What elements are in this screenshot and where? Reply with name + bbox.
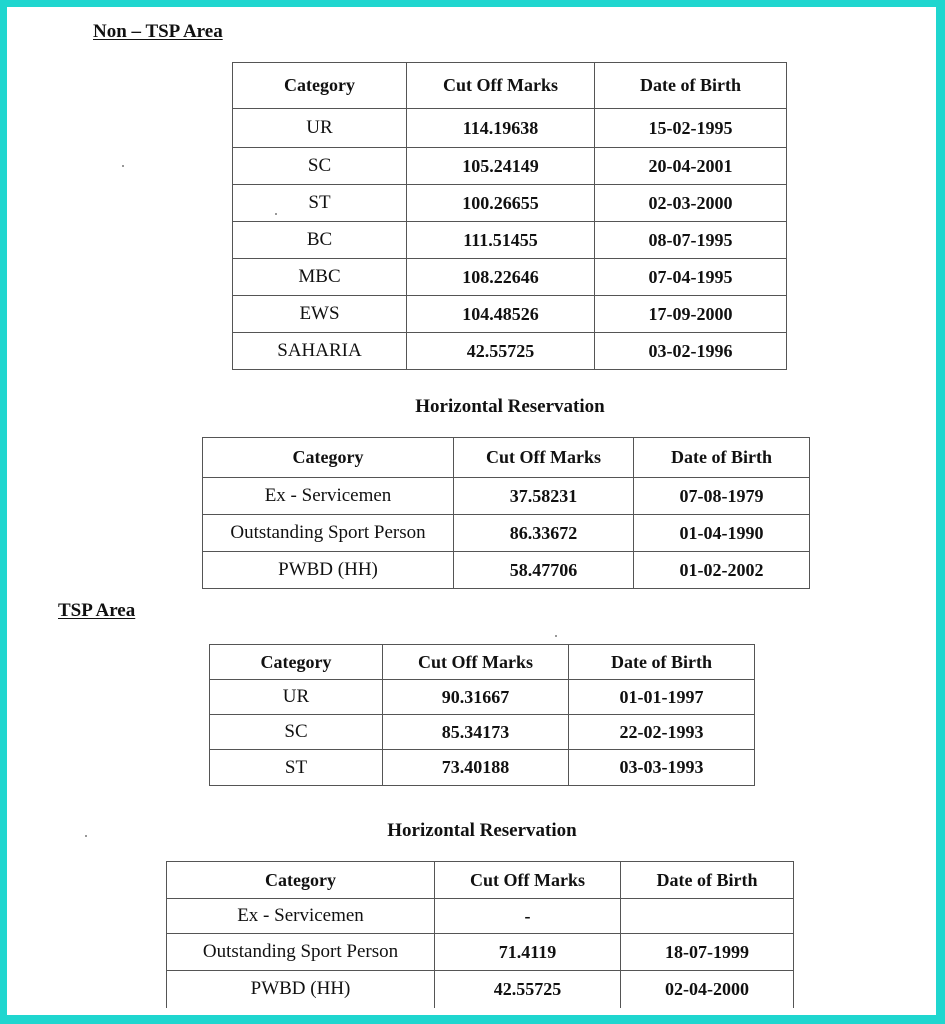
dob-cell: 15-02-1995: [595, 109, 787, 148]
table-row: [210, 680, 755, 715]
marks-cell: -: [435, 899, 621, 934]
header-category: Category: [203, 438, 454, 478]
marks-cell: 42.55725: [435, 971, 621, 1008]
marks-cell: 71.4119: [435, 934, 621, 971]
table-row: [233, 109, 787, 148]
category-cell: Ex - Servicemen: [167, 899, 435, 934]
table-row: [203, 552, 810, 589]
non-tsp-cutoff-table: [232, 62, 787, 370]
marks-cell: 104.48526: [407, 296, 595, 333]
table-row: [210, 750, 755, 786]
table-row: [167, 971, 794, 1008]
table-row: [167, 899, 794, 934]
table-row: [233, 185, 787, 222]
category-cell: SAHARIA: [233, 333, 407, 370]
dob-cell: 07-04-1995: [595, 259, 787, 296]
marks-cell: 86.33672: [454, 515, 634, 552]
table-row: [210, 715, 755, 750]
category-cell: UR: [233, 109, 407, 148]
table-row: [233, 148, 787, 185]
tsp-cutoff-table: [209, 644, 755, 786]
category-cell: BC: [233, 222, 407, 259]
dob-cell: 22-02-1993: [569, 715, 755, 750]
tsp-horizontal-reservation-table: [166, 861, 794, 1008]
dob-cell: 01-04-1990: [634, 515, 810, 552]
header-date-of-birth: Date of Birth: [634, 438, 810, 478]
category-cell: MBC: [233, 259, 407, 296]
dob-cell: [621, 899, 794, 934]
marks-cell: 58.47706: [454, 552, 634, 589]
non-tsp-area-heading: Non – TSP Area: [93, 21, 223, 42]
table-row: [167, 934, 794, 971]
dob-cell: 01-01-1997: [569, 680, 755, 715]
marks-cell: 108.22646: [407, 259, 595, 296]
category-cell: Outstanding Sport Person: [167, 934, 435, 971]
header-cut-off-marks: Cut Off Marks: [407, 63, 595, 109]
scan-speck: [275, 213, 277, 215]
tsp-horizontal-reservation-heading: Horizontal Reservation: [387, 820, 577, 841]
header-category: Category: [167, 862, 435, 899]
category-cell: EWS: [233, 296, 407, 333]
document-page: [7, 7, 936, 1015]
dob-cell: 17-09-2000: [595, 296, 787, 333]
table-row: [233, 259, 787, 296]
marks-cell: 85.34173: [383, 715, 569, 750]
dob-cell: 01-02-2002: [634, 552, 810, 589]
dob-cell: 08-07-1995: [595, 222, 787, 259]
non-tsp-horizontal-reservation-heading: Horizontal Reservation: [415, 396, 605, 417]
table-header-row: [167, 862, 794, 899]
dob-cell: 07-08-1979: [634, 478, 810, 515]
dob-cell: 02-04-2000: [621, 971, 794, 1008]
table-row: [203, 515, 810, 552]
dob-cell: 18-07-1999: [621, 934, 794, 971]
table-row: [203, 478, 810, 515]
header-date-of-birth: Date of Birth: [569, 645, 755, 680]
header-date-of-birth: Date of Birth: [621, 862, 794, 899]
category-cell: Ex - Servicemen: [203, 478, 454, 515]
dob-cell: 03-02-1996: [595, 333, 787, 370]
marks-cell: 111.51455: [407, 222, 595, 259]
dob-cell: 03-03-1993: [569, 750, 755, 786]
marks-cell: 37.58231: [454, 478, 634, 515]
tsp-area-heading: TSP Area: [58, 600, 136, 621]
table-row: [233, 222, 787, 259]
header-date-of-birth: Date of Birth: [595, 63, 787, 109]
scan-speck: [122, 165, 124, 167]
non-tsp-horizontal-reservation-table: [202, 437, 810, 589]
category-cell: SC: [210, 715, 383, 750]
table-row: [233, 296, 787, 333]
category-cell: ST: [210, 750, 383, 786]
marks-cell: 90.31667: [383, 680, 569, 715]
header-cut-off-marks: Cut Off Marks: [435, 862, 621, 899]
header-category: Category: [210, 645, 383, 680]
dob-cell: 20-04-2001: [595, 148, 787, 185]
scan-speck: [85, 835, 87, 837]
header-cut-off-marks: Cut Off Marks: [454, 438, 634, 478]
marks-cell: 114.19638: [407, 109, 595, 148]
category-cell: Outstanding Sport Person: [203, 515, 454, 552]
table-header-row: [210, 645, 755, 680]
marks-cell: 73.40188: [383, 750, 569, 786]
category-cell: SC: [233, 148, 407, 185]
marks-cell: 100.26655: [407, 185, 595, 222]
category-cell: UR: [210, 680, 383, 715]
dob-cell: 02-03-2000: [595, 185, 787, 222]
category-cell: PWBD (HH): [167, 971, 435, 1008]
scan-speck: [555, 635, 557, 637]
marks-cell: 105.24149: [407, 148, 595, 185]
table-header-row: [233, 63, 787, 109]
category-cell: PWBD (HH): [203, 552, 454, 589]
category-cell: ST: [233, 185, 407, 222]
header-cut-off-marks: Cut Off Marks: [383, 645, 569, 680]
marks-cell: 42.55725: [407, 333, 595, 370]
header-category: Category: [233, 63, 407, 109]
table-row: [233, 333, 787, 370]
table-header-row: [203, 438, 810, 478]
